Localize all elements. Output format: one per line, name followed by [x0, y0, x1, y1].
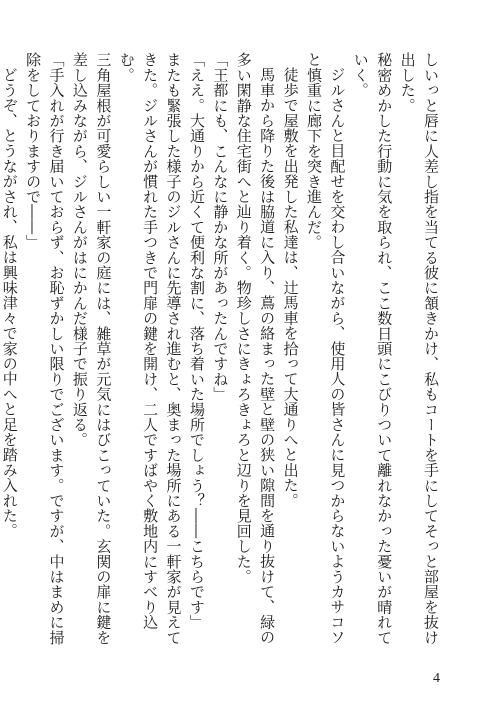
dialogue-line: 「手入れが行き届いておらず、お恥ずかしい限りでございます。ですが、中はまめに掃除をしておりますので――」 — [24, 52, 66, 645]
paragraph: 馬車から降りた後は脇道に入り、蔦の絡まった壁と壁の狭い隙間を通り抜けて、緑の多い閑静な住宅街へと辿り着く。物珍しさにきょろきょろと辺りを見回した。 — [234, 52, 277, 645]
paragraph: 秘密めかした行動に気を取られ、ここ数日頭にこびりついて離れなかった憂いが晴れていく。 — [351, 52, 394, 645]
paragraph: ジルさんと目配せを交わし合いながら、使用人の皆さんに見つからないようカサコソと慎重に廊下を突き進んだ。 — [304, 52, 347, 645]
paragraph: 三角屋根が可愛らしい一軒家の庭には、雑草が元気にはびこっていた。玄関の扉に鍵を差し込みながら、ジルさんがはにかんだ様子で振り返る。 — [70, 52, 113, 645]
paragraph: 徒歩で屋敷を出発した私達は、辻馬車を拾って大通りへと出た。 — [281, 67, 300, 508]
vertical-text-body — [0, 52, 442, 652]
paragraph: しいっと唇に人差し指を当てる彼に頷きかけ、私もコートを手にしてそっと部屋を抜け出した。 — [398, 52, 440, 645]
dialogue-line: 「王都にも、こんなに静かな所があったんですね」 — [211, 52, 230, 402]
page-number: 4 — [433, 671, 440, 686]
dialogue-line: 「ええ。大通りから近くて便利な割に、落ち着いた場所でしょう？――こちらです」 — [187, 52, 206, 630]
paragraph: またも緊張した様子のジルさんに先導され進むと、奥まった場所にある一軒家が見えてきた。ジルさんが慣れた手つきで門扉の鍵を開け、二人ですばやく敷地内にすべり込む。 — [117, 52, 183, 645]
paragraph: どうぞ、とうながされ、私は興味津々で家の中へと足を踏み入れた。 — [0, 67, 19, 539]
